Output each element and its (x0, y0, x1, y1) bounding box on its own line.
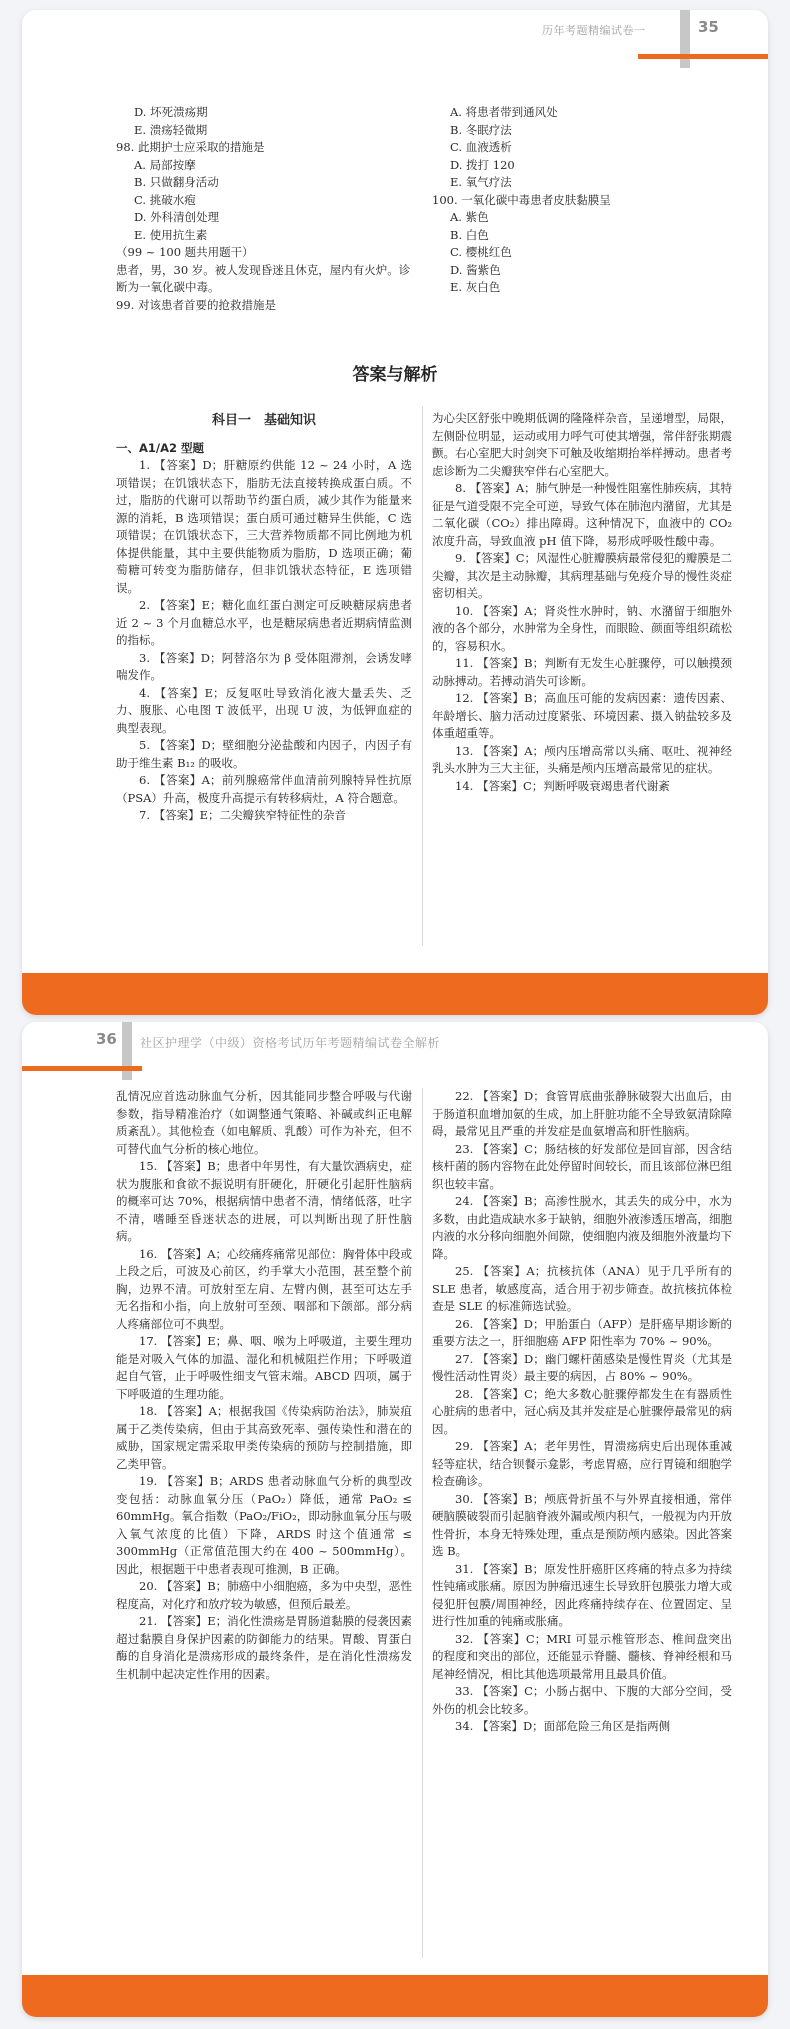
answer-explanation: 5. 【答案】D；壁细胞分泌盐酸和内因子，内因子有助于维生素 B₁₂ 的吸收。 (116, 738, 412, 770)
answer-explanation: 27. 【答案】D；幽门螺杆菌感染是慢性胃炎（尤其是慢性活动性胃炎）最主要的病因，占 80% ~ 90%。 (432, 1351, 732, 1383)
answer-explanation: 为心尖区舒张中晚期低调的隆隆样杂音，呈递增型，局限，左侧卧位明显，运动或用力呼气可使其增强，常伴舒张期震颤。右心室肥大时剑突下可触及收缩期抬举样搏动。患者考虑诊断为二尖瓣狭窄伴右心室肥大。 (432, 411, 732, 478)
answer-explanation: 33. 【答案】C；小肠占据中、下腹的大部分空间，受外伤的机会比较多。 (432, 1684, 732, 1716)
page-number: 35 (698, 18, 719, 36)
answer-explanation: 24. 【答案】B；高渗性脱水，其丢失的成分中，水为多数，由此造成缺水多于缺钠，细胞外液渗透压增高，细胞内液的水分移向细胞外间隙，使细胞内液及细胞外液量均下降。 (432, 1194, 732, 1261)
section-heading: 答案与解析 (352, 365, 438, 385)
answer-option: B. 只做翻身活动 (134, 175, 219, 189)
answer-explanation: 12. 【答案】B；高血压可能的发病因素：遗传因素、年龄增长、脑力活动过度紧张、环境因素、摄入钠盐较多及体重超重等。 (432, 691, 732, 740)
answer-explanation: 1. 【答案】D；肝糖原约供能 12 ~ 24 小时，A 选项错误；在饥饿状态下，脂肪无法直接转换成蛋白质。不过，脂肪的代谢可以帮助节约蛋白质，减少其作为能量来源的消耗，B 选项错误；蛋白质可通过糖异生供能，C 选项错误；在饥饿状态下，三大营养物质都不同比例地为机体提供能量，其中主要供能物质为脂肪，D 选项正确；葡萄糖可转变为脂肪储存，但非饥饿状态特征，E 选项错误。 (116, 458, 412, 595)
column-divider (422, 406, 423, 946)
part-title: 一、A1/A2 型题 (116, 440, 205, 455)
answer-explanation: 34. 【答案】D；面部危险三角区是指两侧 (455, 1719, 671, 1733)
answer-explanation: 28. 【答案】C；绝大多数心脏骤停都发生在有器质性心脏病的患者中，冠心病及其并发症是心脏骤停最常见的病因。 (432, 1386, 732, 1436)
answer-explanation: 25. 【答案】A；抗核抗体（ANA）见于几乎所有的 SLE 患者，敏感度高，适合用于初步筛查。故抗核抗体检查是 SLE 的标准筛选试验。 (432, 1264, 732, 1313)
question-text: 100. 一氧化碳中毒患者皮肤黏膜呈 (432, 192, 611, 207)
answer-option: E. 使用抗生素 (134, 227, 208, 242)
answer-explanation: 30. 【答案】B；颅底骨折虽不与外界直接相通，常伴硬脑膜破裂而引起脑脊液外漏或颅内积气，一般视为内开放性骨折，本身无特殊处理，重点是预防颅内感染。因此答案选 B。 (432, 1491, 732, 1558)
answer-explanation: 3. 【答案】D；阿替洛尔为 β 受体阻滞剂，会诱发哮喘发作。 (116, 650, 412, 682)
header-tab (680, 10, 690, 68)
answer-explanation: 19. 【答案】B；ARDS 患者动脉血气分析的典型改变包括：动脉血氧分压（PaO₂）降低，通常 PaO₂ ≤ 60mmHg。氧合指数（PaO₂/FiO₂，即动脉血氧分压与吸入氧气浓度的比值）下降，ARDS 时这个值通常 ≤ 300mmHg（正常值范围大约在 400 ~ 500mmHg）。因此，根据题干中患者表现可推测，B 正确。 (116, 1474, 412, 1576)
answer-explanation: 6. 【答案】A；前列腺癌常伴血清前列腺特异性抗原（PSA）升高，极度升高提示有转移病灶，A 符合题意。 (116, 773, 412, 805)
question-text: 98. 此期护士应采取的措施是 (116, 140, 265, 154)
answer-explanation: 32. 【答案】C；MRI 可显示椎管形态、椎间盘突出的程度和突出的部位，还能显示脊髓、髓核、脊神经根和马尾神经情况，相比其他选项最常用且最具价值。 (432, 1631, 732, 1681)
answer-option: E. 氧气疗法 (450, 175, 512, 189)
answer-explanation: 16. 【答案】A；心绞痛疼痛常见部位：胸骨体中段或上段之后，可波及心前区，约手掌大小范围，甚至整个前胸，边界不清。可放射至左肩、左臂内侧，甚至可达左手无名指和小指，向上放射可至颈、咽部和下颌部。部分病人疼痛部位可不典型。 (116, 1246, 412, 1331)
answers-left-column (116, 406, 412, 825)
footer-bar (22, 1975, 768, 2017)
answer-option: C. 挑破水疱 (134, 192, 196, 207)
answer-option: D. 拨打 120 (450, 157, 515, 172)
answer-explanation: 17. 【答案】E；鼻、咽、喉为上呼吸道，主要生理功能是对吸入气体的加温、湿化和机械阻拦作用；下呼吸道起自气管，止于呼吸性细支气管末端。ABCD 四项，属于下呼吸道的生理功能。 (116, 1334, 412, 1401)
answer-explanation: 14. 【答案】C；判断呼吸衰竭患者代谢紊 (455, 778, 670, 793)
question-text: （99 ~ 100 题共用题干） (116, 245, 254, 259)
header-accent-bar (638, 54, 768, 59)
answer-explanation: 20. 【答案】B；肺癌中小细胞癌，多为中央型，恶性程度高，对化疗和放疗较为敏感，但预后最差。 (116, 1579, 412, 1611)
answer-option: A. 局部按摩 (134, 157, 196, 172)
answer-explanation: 7. 【答案】E；二尖瓣狭窄特征性的杂音 (139, 808, 347, 822)
answer-explanation: 9. 【答案】C；风湿性心脏瓣膜病最常侵犯的瓣膜是二尖瓣，其次是主动脉瓣，其病理基础与免疫介导的慢性炎症密切相关。 (432, 551, 732, 600)
answer-option: D. 酱紫色 (450, 262, 501, 277)
answer-option: B. 白色 (450, 227, 489, 242)
answer-explanation: 4. 【答案】E；反复呕吐导致消化液大量丢失、乏力、腹胀、心电图 T 波低平，出现 U 波，为低钾血症的典型表现。 (116, 685, 412, 735)
answer-explanation: 乱情况应首选动脉血气分析，因其能同步整合呼吸与代谢参数，指导精准治疗（如调整通气策略、补碱或纠正电解质紊乱）。其他检查（如电解质、乳酸）可作为补充，但不可替代血气分析的核心地位。 (116, 1089, 412, 1156)
answer-option: A. 紫色 (450, 210, 489, 224)
answer-option: C. 血液透析 (450, 140, 512, 154)
answer-explanation: 10. 【答案】A；肾炎性水肿时，钠、水潴留于细胞外液的各个部分，水肿常为全身性，而眼睑、颜面等组织疏松的，容易积水。 (432, 603, 732, 653)
answers-right-column (432, 1088, 732, 1736)
answer-explanation: 26. 【答案】D；甲胎蛋白（AFP）是肝癌早期诊断的重要方法之一，肝细胞癌 AFP 阳性率为 70% ~ 90%。 (432, 1316, 732, 1348)
questions-right-column (432, 104, 732, 297)
answer-explanation: 11. 【答案】B；判断有无发生心脏骤停，可以触摸颈动脉搏动。若搏动消失可诊断。 (432, 656, 732, 688)
footer-bar (22, 973, 768, 1015)
answer-explanation: 18. 【答案】A；根据我国《传染病防治法》，肺炭疽属于乙类传染病，但由于其高致死率、强传染性和潜在的威胁，国家规定需采取甲类传染病的预防与控制措施，即乙类甲管。 (116, 1404, 412, 1471)
answer-explanation: 8. 【答案】A；肺气肿是一种慢性阻塞性肺疾病，其特征是气道受限不完全可逆，导致气体在肺泡内潴留，尤其是二氧化碳（CO₂）排出障碍。这种情况下，血液中的 CO₂ 浓度升高，导致血液 pH 值下降，易形成呼吸性酸中毒。 (432, 481, 732, 548)
answers-right-column (432, 410, 732, 795)
answer-explanation: 22. 【答案】D；食管胃底曲张静脉破裂大出血后，由于肠道积血增加氨的生成，加上肝脏功能不全导致氨清除障碍，最常见且严重的并发症是血氨增高和肝性脑病。 (432, 1089, 732, 1138)
answer-option: D. 外科清创处理 (134, 210, 220, 224)
answer-option: B. 冬眠疗法 (450, 122, 512, 137)
answer-option: A. 将患者带到通风处 (450, 105, 558, 119)
answer-explanation: 31. 【答案】B；原发性肝癌肝区疼痛的特点多为持续性钝痛或胀痛。原因为肿瘤迅速生长导致肝包膜张力增大或侵犯肝包膜/周围神经，因此疼痛持续存在、位置固定、呈进行性加重的钝痛或胀痛。 (432, 1561, 732, 1628)
question-text: 患者，男，30 岁。被人发现昏迷且休克，屋内有火炉。诊断为一氧化碳中毒。 (116, 262, 411, 294)
subject-title: 科目一 基础知识 (211, 413, 316, 428)
header-accent-bar (22, 1066, 142, 1071)
answers-left-column (116, 1088, 412, 1683)
question-text: 99. 对该患者首要的抢救措施是 (116, 297, 276, 312)
answer-explanation: 23. 【答案】C；肠结核的好发部位是回盲部，因含结核杆菌的肠内容物在此处停留时间较长，而且该部位淋巴组织也较丰富。 (432, 1141, 732, 1191)
answer-explanation: 13. 【答案】A；颅内压增高常以头痛、呕吐、视神经乳头水肿为三大主征，头痛是颅内压增高最常见的症状。 (432, 743, 732, 775)
answer-explanation: 29. 【答案】A；老年男性，胃溃疡病史后出现体重减轻等症状，结合钡餐示龛影，考虑胃癌，应行胃镜和细胞学检查确诊。 (432, 1439, 732, 1488)
page-35 (22, 10, 768, 1015)
column-divider (422, 1088, 423, 1958)
questions-left-column (116, 104, 412, 314)
answer-option: D. 坏死溃疡期 (134, 105, 208, 119)
answer-option: E. 溃疡轻微期 (134, 122, 208, 137)
page-header-title: 社区护理学（中级）资格考试历年考题精编试卷全解析 (140, 1036, 441, 1050)
header-tab (122, 1022, 132, 1080)
answer-option: C. 樱桃红色 (450, 245, 512, 259)
answer-explanation: 21. 【答案】E；消化性溃疡是胃肠道黏膜的侵袭因素超过黏膜自身保护因素的防御能力的结果。胃酸、胃蛋白酶的自身消化是溃疡形成的最终条件，是在消化性溃疡发生机制中起决定性作用的因素。 (116, 1614, 412, 1681)
answer-explanation: 15. 【答案】B；患者中年男性，有大量饮酒病史，症状为腹胀和食欲不振说明有肝硬化，肝硬化引起肝性脑病的概率可达 70%，根据病情中患者不清，情绪低落，吐字不清，嗜睡至昏迷状态的进展，可以判断出现了肝性脑病。 (116, 1159, 412, 1243)
answer-option: E. 灰白色 (450, 280, 501, 294)
page-36 (22, 1022, 768, 2017)
page-number: 36 (96, 1030, 117, 1048)
answer-explanation: 2. 【答案】E；糖化血红蛋白测定可反映糖尿病患者近 2 ~ 3 个月血糖总水平，也是糖尿病患者近期病情监测的指标。 (116, 598, 412, 647)
page-header-title: 历年考题精编试卷一 (542, 24, 646, 37)
